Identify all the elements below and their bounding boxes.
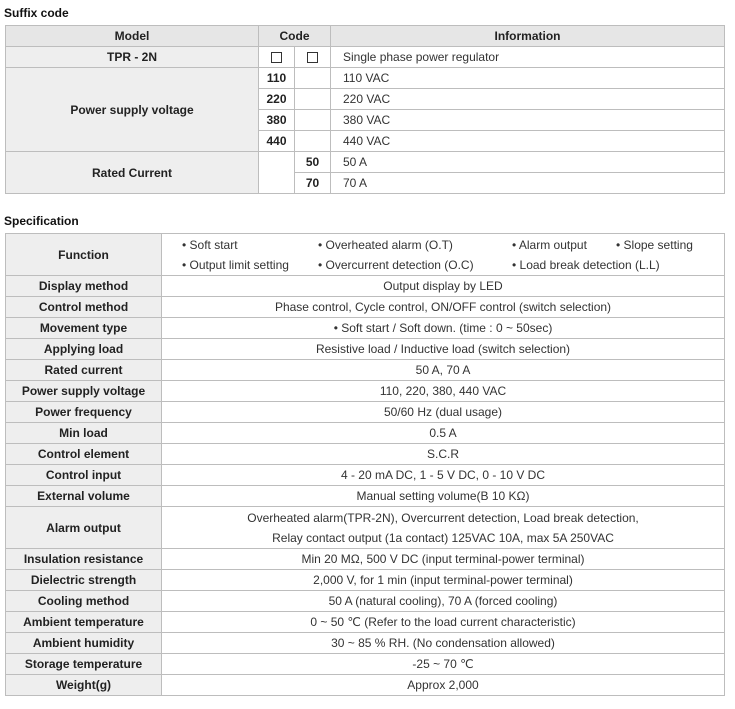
- header-information: Information: [331, 26, 725, 47]
- model-cell: TPR - 2N: [6, 47, 259, 68]
- spec-value: 30 ~ 85 % RH. (No condensation allowed): [162, 633, 725, 654]
- current-info-70: 70 A: [331, 173, 725, 194]
- current-code-70: 70: [295, 173, 331, 194]
- function-item: • Load break detection (L.L): [512, 257, 660, 272]
- spec-value: S.C.R: [162, 444, 725, 465]
- power-supply-label: Power supply voltage: [6, 68, 259, 152]
- spec-label: Power frequency: [6, 402, 162, 423]
- power-info-440: 440 VAC: [331, 131, 725, 152]
- spec-value: 0 ~ 50 ℃ (Refer to the load current characteristic): [162, 612, 725, 633]
- spec-value: Min 20 MΩ, 500 V DC (input terminal-power terminal): [162, 549, 725, 570]
- function-item: • Output limit setting: [182, 257, 289, 272]
- empty-cell: [295, 68, 331, 89]
- spec-label: Power supply voltage: [6, 381, 162, 402]
- spec-value: Resistive load / Inductive load (switch selection): [162, 339, 725, 360]
- spec-label: External volume: [6, 486, 162, 507]
- power-info-220: 220 VAC: [331, 89, 725, 110]
- power-info-110: 110 VAC: [331, 68, 725, 89]
- spec-value: 50/60 Hz (dual usage): [162, 402, 725, 423]
- power-info-380: 380 VAC: [331, 110, 725, 131]
- function-cell: [162, 234, 725, 276]
- function-item: • Overcurrent detection (O.C): [318, 257, 474, 272]
- function-label: Function: [6, 234, 162, 276]
- specification-title: Specification: [4, 214, 79, 228]
- alarm-output-line: Overheated alarm(TPR-2N), Overcurrent detection, Load break detection,: [247, 510, 639, 525]
- code-box-1: [259, 47, 295, 68]
- spec-label: Ambient humidity: [6, 633, 162, 654]
- power-code-380: 380: [259, 110, 295, 131]
- spec-label: Insulation resistance: [6, 549, 162, 570]
- spec-label: Display method: [6, 276, 162, 297]
- spec-label: Control input: [6, 465, 162, 486]
- spec-value: -25 ~ 70 ℃: [162, 654, 725, 675]
- header-code: Code: [259, 26, 331, 47]
- power-code-220: 220: [259, 89, 295, 110]
- spec-value: 50 A (natural cooling), 70 A (forced cooling): [162, 591, 725, 612]
- spec-value: 50 A, 70 A: [162, 360, 725, 381]
- header-model: Model: [6, 26, 259, 47]
- function-item: • Alarm output: [512, 237, 587, 252]
- spec-label: Applying load: [6, 339, 162, 360]
- spec-value: 4 - 20 mA DC, 1 - 5 V DC, 0 - 10 V DC: [162, 465, 725, 486]
- spec-label: Min load: [6, 423, 162, 444]
- checkbox-square-icon: [307, 52, 318, 63]
- empty-cell: [295, 89, 331, 110]
- empty-cell: [295, 110, 331, 131]
- empty-cell: [295, 131, 331, 152]
- function-item: • Soft start: [182, 237, 238, 252]
- function-item: • Slope setting: [616, 237, 693, 252]
- spec-label: Dielectric strength: [6, 570, 162, 591]
- function-item: • Overheated alarm (O.T): [318, 237, 453, 252]
- current-info-50: 50 A: [331, 152, 725, 173]
- spec-label: Control method: [6, 297, 162, 318]
- power-code-110: 110: [259, 68, 295, 89]
- alarm-output-line: Relay contact output (1a contact) 125VAC 10A, max 5A 250VAC: [272, 530, 614, 545]
- spec-value: 2,000 V, for 1 min (input terminal-power terminal): [162, 570, 725, 591]
- suffix-code-title: Suffix code: [4, 6, 69, 20]
- spec-label: Storage temperature: [6, 654, 162, 675]
- spec-label: Movement type: [6, 318, 162, 339]
- spec-value: 110, 220, 380, 440 VAC: [162, 381, 725, 402]
- spec-label: Weight(g): [6, 675, 162, 696]
- spec-value: Manual setting volume(B 10 KΩ): [162, 486, 725, 507]
- empty-cell: [259, 152, 295, 194]
- specification-table: [5, 233, 725, 696]
- spec-value: 0.5 A: [162, 423, 725, 444]
- spec-value: Output display by LED: [162, 276, 725, 297]
- spec-value: Phase control, Cycle control, ON/OFF control (switch selection): [162, 297, 725, 318]
- current-code-50: 50: [295, 152, 331, 173]
- spec-label: Cooling method: [6, 591, 162, 612]
- checkbox-square-icon: [271, 52, 282, 63]
- spec-label: Rated current: [6, 360, 162, 381]
- code-box-2: [295, 47, 331, 68]
- power-code-440: 440: [259, 131, 295, 152]
- rated-current-label: Rated Current: [6, 152, 259, 194]
- spec-label: Ambient temperature: [6, 612, 162, 633]
- suffix-code-table: [5, 25, 725, 194]
- model-info: Single phase power regulator: [331, 47, 725, 68]
- alarm-output-value: [162, 507, 725, 549]
- spec-value: Approx 2,000: [162, 675, 725, 696]
- spec-label: Control element: [6, 444, 162, 465]
- spec-value: • Soft start / Soft down. (time : 0 ~ 50sec): [162, 318, 725, 339]
- alarm-output-label: Alarm output: [6, 507, 162, 549]
